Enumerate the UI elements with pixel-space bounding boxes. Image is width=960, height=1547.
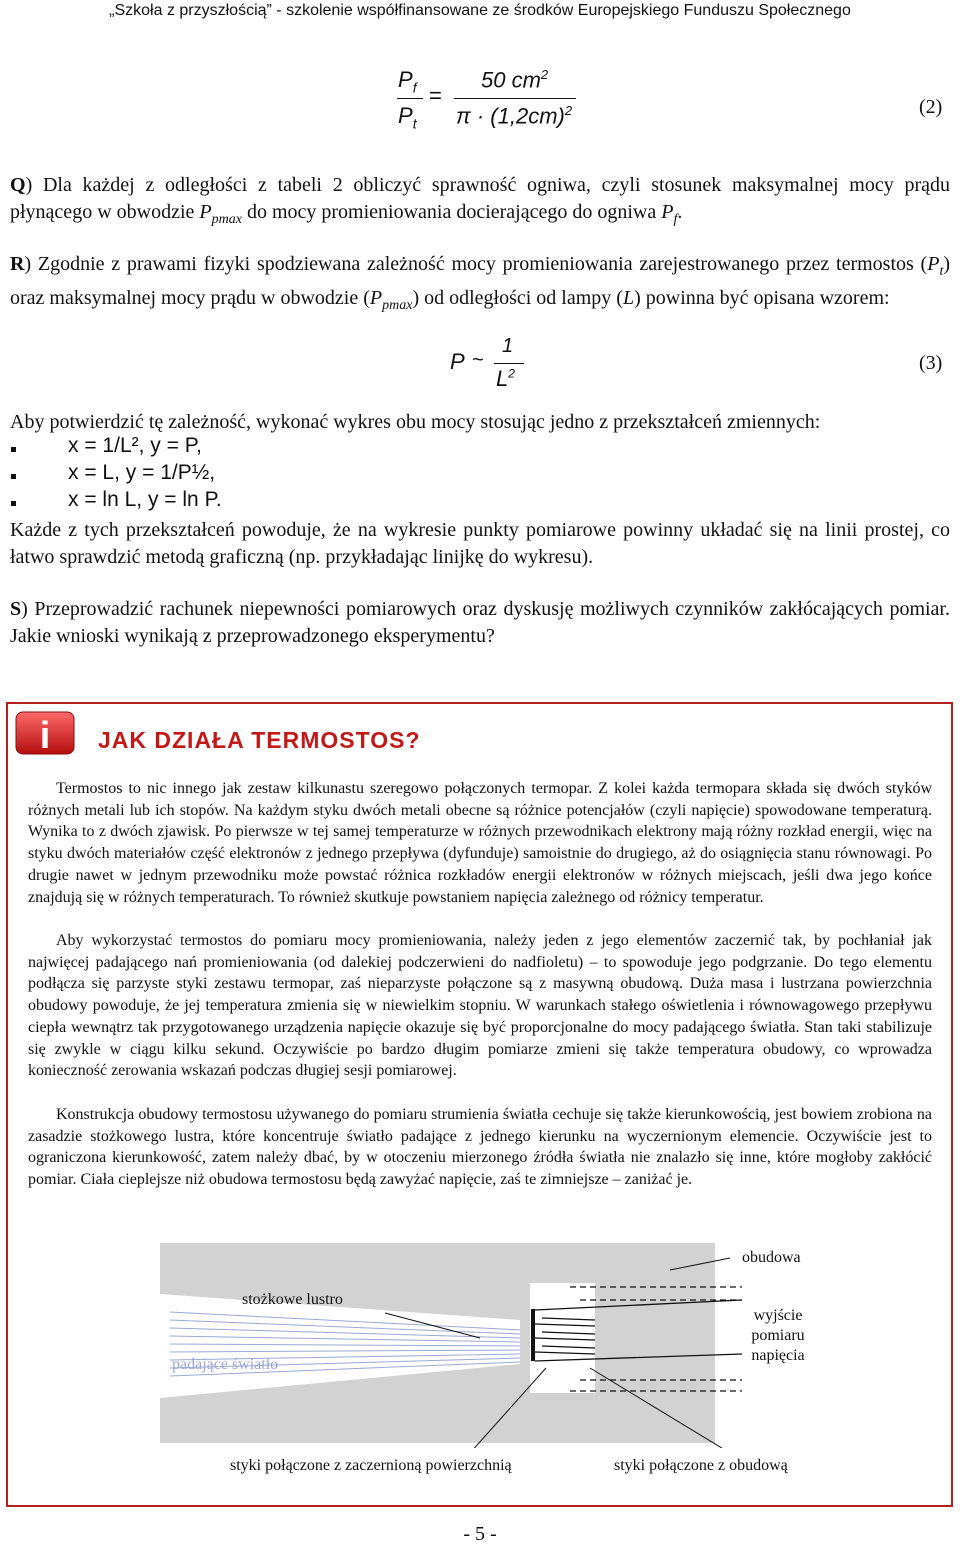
transform-item: x = 1/L², y = P, [68,434,202,457]
label-housing-contacts: styki połączone z obudową [614,1457,788,1474]
page-header: „Szkoła z przyszłością” - szkolenie współfinansowane ze środków Europejskiego Funduszu Społecznego [109,2,851,19]
housing-shape [160,1243,715,1443]
bullet-marker [11,474,16,479]
transforms-intro: Aby potwierdzić tę zależność, wykonać wykres obu mocy stosując jedno z przekształceń zmiennych: [10,411,821,433]
label-output: wyjście pomiaru napięcia [751,1307,805,1364]
eq3-tilde: ~ [472,349,484,371]
eq2-rhs-fraction-line [454,98,576,99]
info-paragraph: Aby wykorzystać termostos do pomiaru mocy promieniowania, należy jeden z jego elementów zaczernić tak, by pochłaniał jak najwięcej padającego nań promieniowania (od dalekiej podczerwieni do nadfioletu) – to spowoduje jego podgrzanie. Do tego elementu podłącza się parzyste styki zestawu termopar, zaś nieparzyste połączone są z masywną obudową. Duża masa i lustrzana powierzchnia obudowy powoduje, że jej temperatura zmienia się w niewielkim stopniu. W warunkach stałego oświetlenia i równowagowego przepływu ciepła wewnątrz tak przygotowanego urządzenia napięcie okazuje się być proporcjonalne do mocy padającego światła. Stan taki stabilizuje się zwykle w ciągu kilku sekund. Oczywiście po bardzo długim pomiarze zmieni się także temperatura obudowy, co wprowadza konieczność zerowania wskazań podczas długiej sesji pomiarowej. [28,932,932,1080]
info-box-title: JAK DZIAŁA TERMOSTOS? [98,727,421,753]
label-mirror: stożkowe lustro [242,1291,343,1308]
label-housing: obudowa [742,1249,801,1266]
section-r: R) Zgodnie z prawami fizyki spodziewana zależność mocy promieniowania zarejestrowanego przez termostos $(P_t)$ oraz maksymalnej mocy prądu w obwodzie $(P_{pmax})$ od odległości od lampy (L) powinna być opisana wzorem: [10,253,950,313]
eq2-rhs-numerator: 50 $cm^2$ [481,67,549,93]
eq2-lhs-denominator: $P_t$ [398,103,417,132]
info-paragraph: Konstrukcja obudowy termostosu używanego do pomiaru strumienia światła cechuje się także kierunkowością, jest bowiem zrobiona na zasadzie stożkowego lustra, które koncentruje światło padające z jednego kierunku na wyczernionym elemencie. Oczywiście jest to ograniczona kierunkowość, zatem należy dbać, by w otoczeniu mierzonego źródła światła nie znalazło się inne, które mogłoby zakłócić pomiar. Ciała cieplejsze niż obudowa termostosu będą zawyżać napięcie, zaś te zimniejsze – zaniżać je. [28,1106,932,1189]
page-number: - 5 - [463,1523,497,1545]
label-light: padające światło [172,1356,279,1373]
eq2-number: (2) [919,96,943,118]
info-icon [14,710,76,756]
bullet-marker [11,447,16,452]
eq2-rhs-denominator: $\pi \cdot (1,2cm)^2$ [456,103,573,129]
eq3-numerator: 1 [502,335,514,357]
transform-item: x = L, y = 1/P½, [68,461,216,484]
blackened-element [531,1309,535,1361]
section-s: S) Przeprowadzić rachunek niepewności pomiarowych oraz dyskusję możliwych czynników zakłócających pomiar. Jakie wnioski wynikają z przeprowadzonego eksperymentu? [10,598,950,647]
bullet-marker [11,501,16,506]
svg-text:i: i [39,715,51,756]
eq2-lhs-numerator: $P_f$ [398,67,417,96]
eq2-lhs-fraction-line [397,98,423,99]
eq2-equals: = [429,83,442,108]
thermopile-diagram [150,1238,940,1448]
info-paragraph: Termostos to nic innego jak zestaw kilkunastu szeregowo połączonych termopar. Z kolei każda termopara składa się dwóch styków różnych metali lub ich stopów. Na każdym styku dwóch metali obecne są różnice potencjałów (czyli napięcie) spowodowane temperaturą. Wynika to z dwóch zjawisk. Po pierwsze w tej samej temperaturze w różnych przewodnikach elektrony mają różny rozkład energii, więc na styku dwóch materiałów część elektronów z jednego przepływa (dyfunduje) samoistnie do drugiego, aż do osiągnięcia stanu równowagi. Po drugie nawet w jednym przewodniku może powstać różnica rozkładów energii elektronów w różnych miejscach, jeśli dwa jego końce znajdują się w różnych temperaturach. To również skutkuje powstaniem napięcia zależnego od różnicy temperatur. [28,780,932,906]
label-blackened-contacts: styki połączone z zaczernioną powierzchnią [230,1457,512,1474]
eq3-lhs: P [450,349,465,374]
transform-item: x = ln L, y = ln P. [68,488,222,511]
transforms-conclusion: Każde z tych przekształceń powoduje, że na wykresie punkty pomiarowe powinny układać się na linii prostej, co łatwo sprawdzić metodą graficzną (np. przykładając linijkę do wykresu). [10,519,950,568]
eq3-fraction-line [494,363,524,364]
eq3-denominator: $L^2$ [496,366,515,391]
section-q: Q) Dla każdej z odległości z tabeli 2 obliczyć sprawność ogniwa, czyli stosunek maksymalnej mocy prądu płynącego w obwodzie $P_{pmax}$ do mocy promieniowania docierającego do ogniwa $P_f$. [10,174,950,227]
eq3-number: (3) [919,352,943,374]
